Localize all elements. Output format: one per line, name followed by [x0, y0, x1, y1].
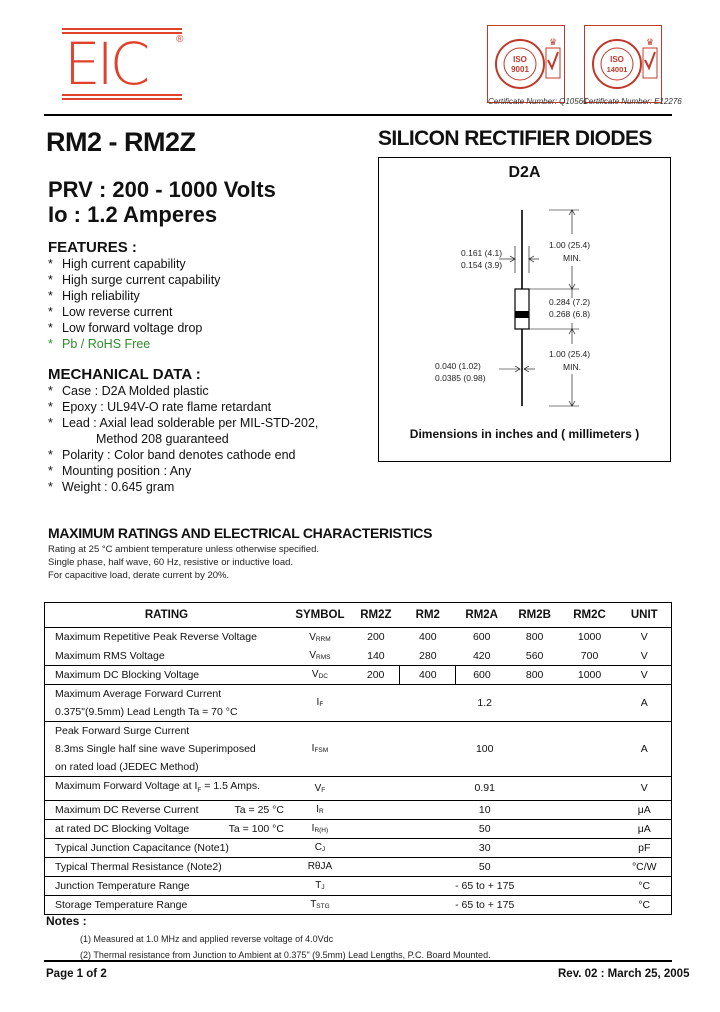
col-rm2: RM2	[400, 603, 456, 628]
col-symbol: SYMBOL	[288, 603, 352, 628]
condition-line: Single phase, half wave, 60 Hz, resistive or inductive load.	[48, 557, 294, 568]
list-item-rohs: * Pb / RoHS Free	[48, 337, 151, 351]
io-line: Io : 1.2 Amperes	[48, 202, 218, 227]
table-row: Storage Temperature Range $T_{STG}$ - 65 to + 175 °C	[45, 895, 672, 914]
top-lead-min: MIN.	[563, 253, 581, 263]
list-item: * Low reverse current	[48, 305, 173, 319]
iso14001-badge	[584, 25, 662, 103]
body-dia-max: 0.161 (4.1)	[461, 248, 503, 258]
notes-heading: Notes :	[46, 914, 87, 928]
cert1-caption: Certificate Number: Q10561	[488, 97, 588, 106]
svg-text:♛: ♛	[548, 37, 558, 47]
list-item: * High reliability	[48, 289, 140, 303]
list-item: * Polarity : Color band denotes cathode end	[48, 448, 296, 462]
mechanical-heading: MECHANICAL DATA :	[48, 366, 201, 383]
bottom-lead-min: MIN.	[563, 362, 581, 372]
col-rm2c: RM2C	[562, 603, 618, 628]
table-row: Maximum Forward Voltage at $I_F = 1.5$ Amps. $V_F$ 0.91 V	[45, 776, 672, 800]
table-row: Maximum DC Reverse Current Ta = 25 °C $I_R$ 10 μA	[45, 800, 672, 819]
list-item: * Low forward voltage drop	[48, 321, 203, 335]
body-dia-min: 0.154 (3.9)	[461, 260, 503, 270]
note-item: (2) Thermal resistance from Junction to Ambient at 0.375" (9.5mm) Lead Lengths, P.C. Board Mounted.	[80, 950, 491, 960]
condition-line: Rating at 25 °C ambient temperature unless otherwise specified.	[48, 544, 319, 555]
condition-line: For capacitive load, derate current by 20%.	[48, 570, 230, 581]
list-item: * Epoxy : UL94V-O rate flame retardant	[48, 400, 272, 414]
lead-dia-min: 0.0385 (0.98)	[435, 373, 486, 383]
revision-date: Rev. 02 : March 25, 2005	[558, 968, 690, 980]
footer-divider	[44, 960, 672, 962]
table-row: Maximum DC Blocking Voltage $V_{DC}$ 200 400 600 800 1000 V	[45, 665, 672, 684]
list-item-continuation: Method 208 guaranteed	[96, 432, 229, 446]
table-row: Typical Junction Capacitance (Note1) $C_J$ 30 pF	[45, 838, 672, 857]
device-type-title: SILICON RECTIFIER DIODES	[378, 127, 652, 150]
rating-summary	[48, 177, 276, 227]
iso9001-seal-icon	[490, 28, 562, 100]
cert2-caption: Certificate Number: E12276	[583, 97, 682, 106]
ratings-heading: MAXIMUM RATINGS AND ELECTRICAL CHARACTERISTICS	[48, 525, 433, 541]
table-row: Peak Forward Surge Current 8.3ms Single half sine wave Superimposed on rated load (JEDEC Method) $I_{FSM}$ 100 A	[45, 721, 672, 776]
package-name: D2A	[508, 164, 541, 181]
top-lead-length: 1.00 (25.4)	[549, 240, 591, 250]
body-len-min: 0.268 (6.8)	[549, 309, 591, 319]
iso9001-badge	[487, 25, 565, 103]
note-item: (1) Measured at 1.0 MHz and applied reverse voltage of 4.0Vdc	[80, 934, 334, 944]
table-row: Maximum Average Forward Current 0.375"(9.5mm) Lead Length Ta = 70 °C $I_F$ 1.2 A	[45, 684, 672, 721]
prv-line: PRV : 200 - 1000 Volts	[48, 177, 276, 202]
part-range-title: RM2 - RM2Z	[46, 127, 196, 157]
svg-text:14001: 14001	[606, 65, 628, 74]
col-rm2a: RM2A	[456, 603, 508, 628]
list-item: * High surge current capability	[48, 273, 221, 287]
table-row: Maximum Repetitive Peak Reverse Voltage $V_{RRM}$ 200 400 600 800 1000 V	[55, 631, 648, 644]
table-row: Maximum RMS Voltage $V_{RMS}$ 140 280 420 560 700 V	[55, 649, 648, 662]
page-number: Page 1 of 2	[46, 968, 107, 980]
lead-dia-max: 0.040 (1.02)	[435, 361, 481, 371]
mechanical-list	[48, 383, 318, 495]
features-list	[48, 256, 220, 352]
svg-text:♛: ♛	[645, 37, 655, 47]
registered-mark: ®	[176, 34, 184, 45]
col-rating: RATING	[45, 603, 288, 628]
svg-text:9001: 9001	[511, 65, 529, 74]
notes-list	[80, 931, 491, 963]
dimensions-caption: Dimensions in inches and ( millimeters )	[409, 427, 640, 441]
list-item: * High current capability	[48, 257, 186, 271]
bottom-lead-length: 1.00 (25.4)	[549, 349, 591, 359]
diode-outline-drawing	[379, 158, 670, 461]
ratings-table	[44, 602, 672, 915]
list-item: * Case : D2A Molded plastic	[48, 384, 209, 398]
table-row: Typical Thermal Resistance (Note2) RθJA 50 °C/W	[45, 857, 672, 876]
table-row: Junction Temperature Range $T_J$ - 65 to + 175 °C	[45, 876, 672, 895]
svg-text:ISO: ISO	[610, 55, 624, 64]
svg-text:ISO: ISO	[513, 55, 527, 64]
logo-text: EIC	[62, 28, 182, 100]
features-heading: FEATURES :	[48, 239, 137, 256]
list-item: * Mounting position : Any	[48, 464, 192, 478]
ratings-conditions	[48, 543, 319, 582]
iso14001-seal-icon	[587, 28, 659, 100]
list-item: * Weight : 0.645 gram	[48, 480, 175, 494]
company-logo	[62, 28, 182, 98]
col-rm2z: RM2Z	[352, 603, 400, 628]
table-header-row	[45, 603, 672, 628]
table-row: at rated DC Blocking Voltage Ta = 100 °C $I_{R(H)}$ 50 μA	[45, 819, 672, 838]
col-rm2b: RM2B	[508, 603, 562, 628]
list-item: * Lead : Axial lead solderable per MIL-STD-202,	[48, 416, 319, 430]
header-divider	[44, 114, 672, 116]
body-len-max: 0.284 (7.2)	[549, 297, 591, 307]
col-unit: UNIT	[618, 603, 672, 628]
package-outline-diagram	[378, 157, 671, 462]
